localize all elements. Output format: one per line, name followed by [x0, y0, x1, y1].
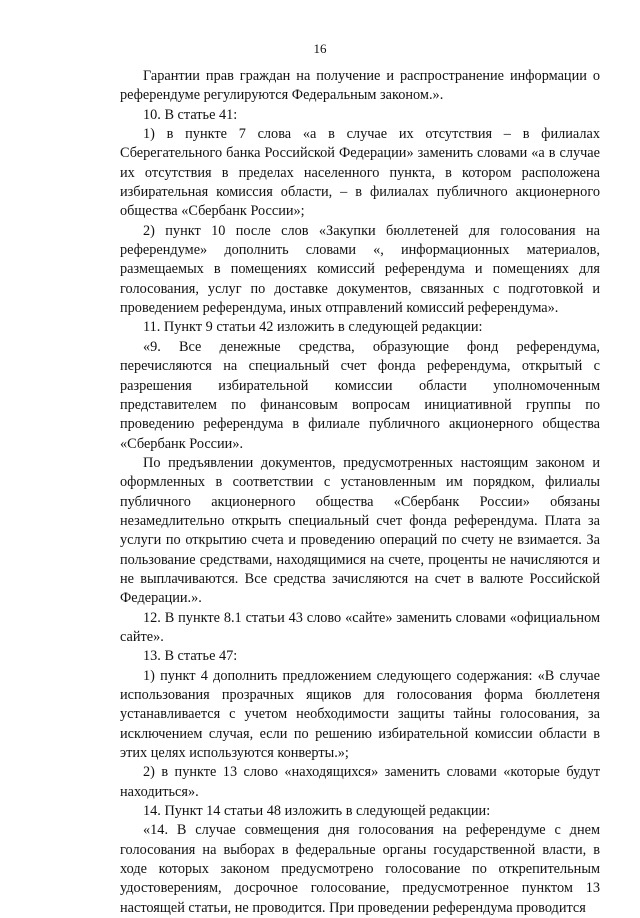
paragraph: 2) пункт 10 после слов «Закупки бюллетеней для голосования на референдуме» дополнить словами «, информационных материалов, размещаемых в помещениях комиссий референдума и помещениях для голосования, услуг по доставке документов, связанных с подготовкой и проведением референдума, иных отправлений комиссий референдума». [120, 222, 600, 317]
paragraph: 1) в пункте 7 слова «а в случае их отсутствия – в филиалах Сберегательного банка Российской Федерации» заменить словами «а в случае их отсутствия в пределах населенного пункта, в котором расположена избирательная комиссия области, – в филиалах публичного акционерного общества «Сбербанк России»; [120, 126, 600, 220]
paragraph: «9. Все денежные средства, образующие фонд референдума, перечисляются на специальный счет фонда референдума, открытый с разрешения избирательной комиссии области уполномоченным представителем по финансовым вопросам инициативной группы по проведению референдума в филиале публичного акционерного общества «Сбербанк России». [120, 338, 600, 452]
paragraph: 14. Пункт 14 статьи 48 изложить в следующей редакции: [143, 803, 491, 820]
paragraph: По предъявлении документов, предусмотренных настоящим законом и оформленных в соответствии с установленным им порядком, филиалы публичного акционерного общества «Сбербанк России» обязаны незамедлительно открыть специальный счет фонда референдума. Плата за услуги по открытию счета и проведению операций по счету не взимается. За пользование средствами, находящимися на счете, проценты не начисляются и не выплачиваются. Все средства зачисляются на счет в валюте Российской Федерации.». [120, 454, 600, 607]
paragraph: 13. В статье 47: [143, 648, 238, 665]
paragraph: Гарантии прав граждан на получение и распространение информации о референдуме регулируются Федеральным законом.». [120, 68, 600, 104]
paragraph: 10. В статье 41: [143, 106, 238, 123]
paragraph: 1) пункт 4 дополнить предложением следующего содержания: «В случае использования прозрачных ящиков для голосования форма бюллетеня устанавливается с учетом необходимости защиты тайны голосования, за исключением случая, если по решению избирательной комиссии области в этих целях используются конверты.»; [120, 667, 600, 762]
paragraph: 2) в пункте 13 слово «находящихся» заменить словами «которые будут находиться». [120, 764, 600, 800]
document-body [120, 67, 600, 918]
page-number: 16 [313, 41, 327, 56]
paragraph: «14. В случае совмещения дня голосования на референдуме с днем голосования на выборах в федеральные органы государственной власти, в ходе которых законом предусмотрено голосование по открепительным удостоверениям, досрочное голосование, предусмотренное пунктом 13 настоящей статьи, не проводится. При проведении референдума проводится [120, 822, 600, 916]
paragraph: 12. В пункте 8.1 статьи 43 слово «сайте» заменить словами «официальном сайте». [120, 609, 600, 645]
paragraph: 11. Пункт 9 статьи 42 изложить в следующей редакции: [143, 319, 483, 336]
